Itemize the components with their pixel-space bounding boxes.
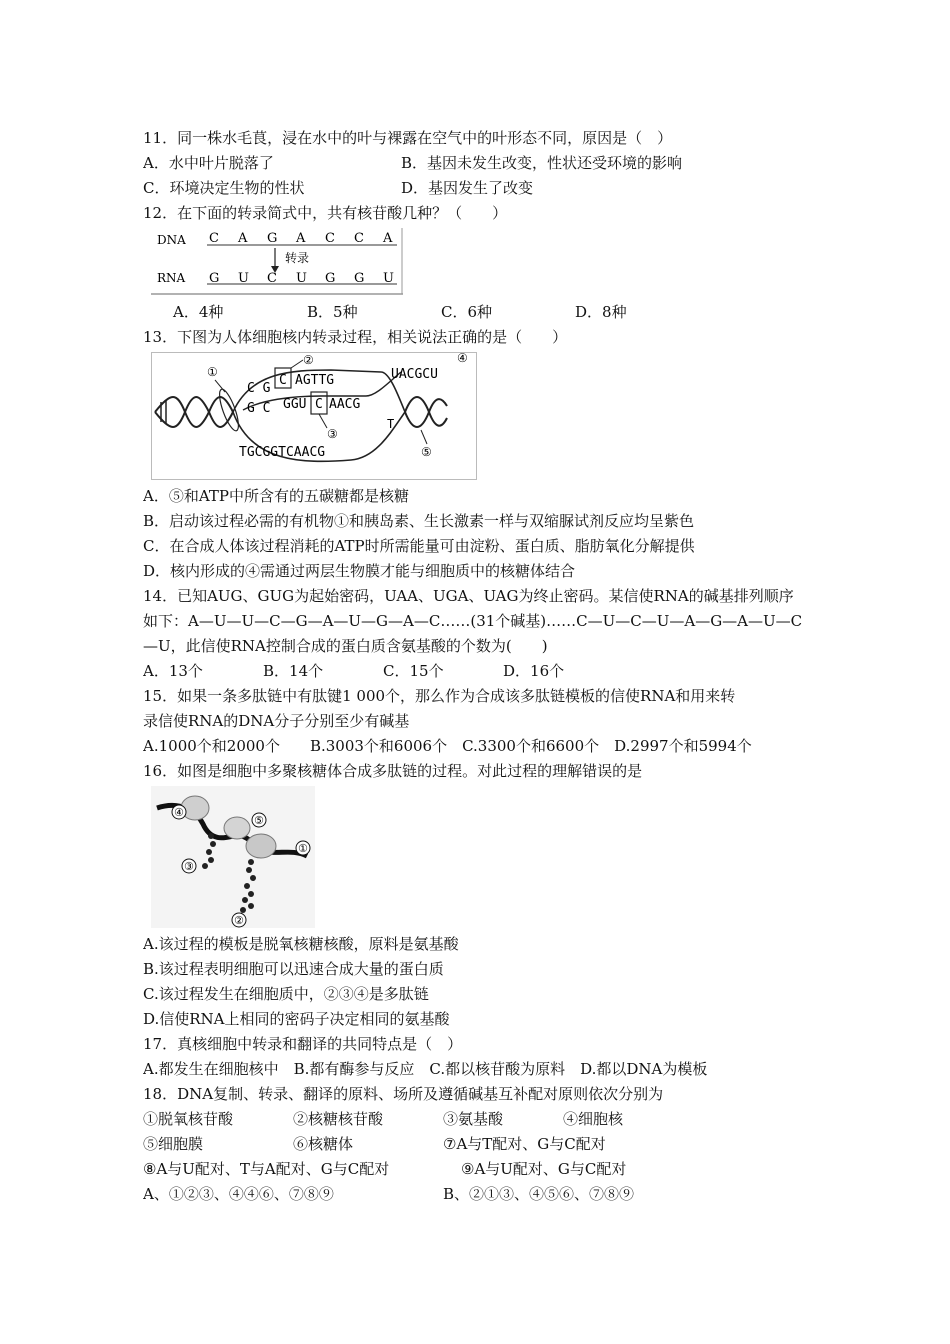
q11-stem: 11．同一株水毛茛，浸在水中的叶与裸露在空气中的叶形态不同，原因是（ ） [143,129,673,147]
q13-stem: 13．下图为人体细胞核内转录过程，相关说法正确的是（ ） [143,328,568,346]
q11-options-row2 [143,176,823,201]
q13-seq-mid-left: G C [247,401,271,416]
q13-option-b: B．启动该过程必需的有机物①和胰岛素、生长激素一样与双缩脲试剂反应均呈紫色 [143,512,695,530]
q11-option-c: C．环境决定生物的性状 [143,179,305,197]
q12-dna-base-5: C [325,231,335,246]
q16-option-b: B.该过程表明细胞可以迅速合成大量的蛋白质 [143,960,444,978]
q12-option-c: C．6种 [441,303,493,321]
q11-options-row1 [143,151,823,176]
q18-item-5: ⑤细胞膜 [143,1135,204,1153]
q11-option-d: D．基因发生了改变 [401,179,534,197]
q12-dna-base-3: G [267,231,278,246]
q16-label-5: ⑤ [254,814,264,827]
q14-option-b: B．14个 [263,662,324,680]
q13-option-c: C．在合成人体该过程消耗的ATP时所需能量可由淀粉、蛋白质、脂肪氧化分解提供 [143,537,695,555]
q18-items-row3 [143,1157,823,1182]
q12-rna-label: RNA [157,271,186,285]
q11-option-a: A．水中叶片脱落了 [143,154,274,172]
q14-option-a: A．13个 [143,662,203,680]
q12-dna-base-7: A [383,231,393,246]
q15-stem-line2: 录信使RNA的DNA分子分别至少有碱基 [143,712,410,730]
q12-options [143,300,823,325]
q14-option-d: D．16个 [503,662,565,680]
q13-seq-mid: GGU [283,397,307,412]
q18-item-8: ⑧A与U配对、T与A配对、G与C配对 [143,1160,390,1178]
q16-option-d: D.信使RNA上相同的密码子决定相同的氨基酸 [143,1010,450,1028]
q18-items-row2 [143,1132,823,1157]
q13-seq-bottom: TGCGGTCAACG [239,445,326,460]
q18-item-7: ⑦A与T配对、G与C配对 [443,1135,606,1153]
q14-stem-line1: 14．已知AUG、GUG为起始密码，UAA、UGA、UAG为终止密码。某信使RNA的碱基排列顺序 [143,587,794,605]
q14-stem-line3: —U，此信使RNA控制合成的蛋白质含氨基酸的个数为( ) [143,637,548,655]
q13-seq-mid-right: AACG [329,397,361,412]
q12-dna-base-1: C [209,231,219,246]
q12-transcription-figure [151,228,823,296]
q16-polyribosome-figure [151,786,823,928]
q12-rna-base-2: U [238,271,249,286]
q13-label-3: ③ [327,427,338,441]
q12-stem: 12．在下面的转录简式中，共有核苷酸几种？（ ） [143,204,508,222]
q13-label-2: ② [303,353,314,367]
q12-arrow-label: 转录 [285,251,310,265]
q12-option-b: B．5种 [307,303,358,321]
q13-seq-top-left: C G [247,381,271,396]
q12-rna-base-4: U [296,271,307,286]
q12-rna-base-6: G [354,271,365,286]
q12-dna-label: DNA [157,233,186,247]
q12-rna-base-3: C [267,271,277,286]
q13-label-1: ① [207,365,218,379]
q18-stem: 18．DNA复制、转录、翻译的原料、场所及遵循碱基互补配对原则依次分别为 [143,1085,664,1103]
q16-label-1: ① [298,842,308,855]
q16-stem: 16．如图是细胞中多聚核糖体合成多肽链的过程。对此过程的理解错误的是 [143,762,643,780]
q12-option-a: A．4种 [173,303,224,321]
q15-stem-line1: 15．如果一条多肽链中有肽键1 000个，那么作为合成该多肽链模板的信使RNA和用来转 [143,687,736,705]
q12-rna-base-5: G [325,271,336,286]
q13-seq-t: T [387,417,395,431]
q16-label-3: ③ [184,860,194,873]
q13-option-d: D．核内形成的④需通过两层生物膜才能与细胞质中的核糖体结合 [143,562,576,580]
q13-transcription-bubble-figure [151,352,823,480]
q12-dna-base-4: A [296,231,306,246]
q18-item-1: ①脱氧核苷酸 [143,1110,234,1128]
q18-items-row1 [143,1107,823,1132]
q12-dna-base-2: A [238,231,248,246]
q13-option-a: A．⑤和ATP中所含有的五碳糖都是核糖 [143,487,409,505]
q18-item-9: ⑨A与U配对、G与C配对 [461,1160,627,1178]
q11-option-b: B．基因未发生改变，性状还受环境的影响 [401,154,683,172]
q13-seq-mid-box: C [315,397,323,412]
q17-stem: 17．真核细胞中转录和翻译的共同特点是（ ） [143,1035,463,1053]
q18-options [143,1182,823,1207]
q18-option-a: A、①②③、④④⑥、⑦⑧⑨ [143,1185,334,1203]
exam-page [143,126,823,1207]
q14-option-c: C．15个 [383,662,444,680]
q17-options: A.都发生在细胞核中 B.都有酶参与反应 C.都以核苷酸为原料 D.都以DNA为模板 [143,1060,708,1078]
q16-option-a: A.该过程的模板是脱氧核糖核酸，原料是氨基酸 [143,935,459,953]
q13-seq-top-box: C [279,373,287,388]
q13-label-4: ④ [457,352,468,365]
q16-label-4: ④ [174,806,184,819]
q18-item-2: ②核糖核苷酸 [293,1110,384,1128]
q13-seq-top-right: AGTTG [295,373,335,388]
q15-options: A.1000个和2000个 B.3003个和6006个 C.3300个和6600个 D.2997个和5994个 [143,737,752,755]
q12-dna-base-6: C [354,231,364,246]
q12-option-d: D．8种 [575,303,627,321]
q18-option-b: B、②①③、④⑤⑥、⑦⑧⑨ [443,1185,635,1203]
q12-rna-base-1: G [209,271,220,286]
q13-label-5: ⑤ [421,445,432,459]
q18-item-4: ④细胞核 [563,1110,624,1128]
q14-stem-line2: 如下：A—U—U—C—G—A—U—G—A—C……(31个碱基)……C—U—C—U—A—G—A—U—C [143,612,803,630]
q18-item-6: ⑥核糖体 [293,1135,354,1153]
q16-option-c: C.该过程发生在细胞质中，②③④是多肽链 [143,985,429,1003]
q13-seq-rna-tail: UACGCU [391,367,438,382]
q16-label-2: ② [234,914,244,927]
q18-item-3: ③氨基酸 [443,1110,504,1128]
q12-rna-base-7: U [383,271,394,286]
q14-options [143,659,823,684]
